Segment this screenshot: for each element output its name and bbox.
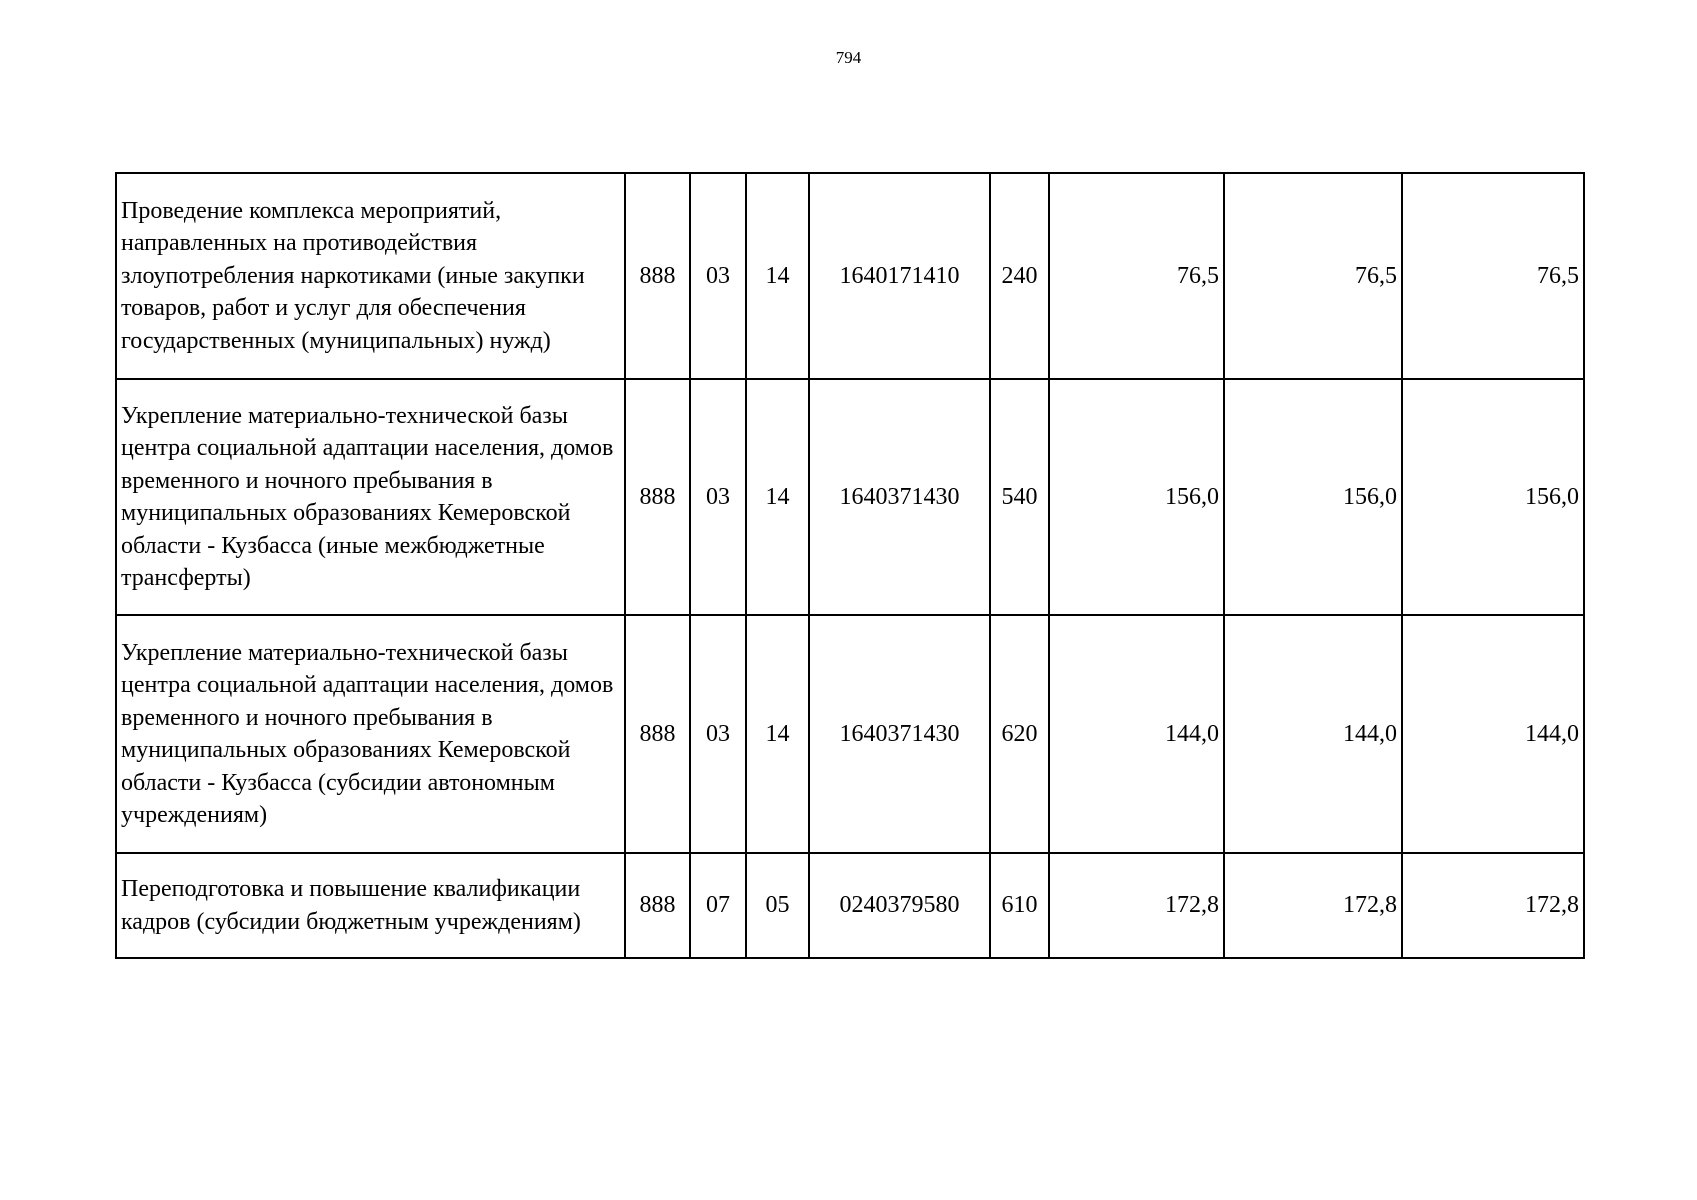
amount-cell-2: 76,5	[1224, 173, 1402, 379]
section-code-cell: 03	[690, 379, 746, 615]
expense-type-cell: 610	[990, 853, 1049, 958]
amount-cell-3: 76,5	[1402, 173, 1584, 379]
amount-cell-1: 144,0	[1049, 615, 1224, 853]
expense-type-cell: 540	[990, 379, 1049, 615]
expense-type-cell: 620	[990, 615, 1049, 853]
amount-cell-1: 172,8	[1049, 853, 1224, 958]
amount-cell-1: 76,5	[1049, 173, 1224, 379]
target-article-cell: 1640171410	[809, 173, 990, 379]
ministry-code-cell: 888	[625, 379, 690, 615]
amount-cell-2: 156,0	[1224, 379, 1402, 615]
subsection-code-cell: 05	[746, 853, 809, 958]
amount-cell-3: 172,8	[1402, 853, 1584, 958]
ministry-code-cell: 888	[625, 173, 690, 379]
amount-cell-2: 144,0	[1224, 615, 1402, 853]
budget-table	[115, 172, 1585, 959]
target-article-cell: 1640371430	[809, 615, 990, 853]
expense-name-cell: Переподготовка и повышение квалификации кадров (субсидии бюджетным учреждениям)	[116, 853, 625, 958]
target-article-cell: 0240379580	[809, 853, 990, 958]
subsection-code-cell: 14	[746, 379, 809, 615]
expense-name-cell: Проведение комплекса мероприятий, направленных на противодействия злоупотребления наркотиками (иные закупки товаров, работ и услуг для обеспечения государственных (муниципальных) нужд)	[116, 173, 625, 379]
section-code-cell: 03	[690, 173, 746, 379]
ministry-code-cell: 888	[625, 853, 690, 958]
subsection-code-cell: 14	[746, 173, 809, 379]
expense-name-cell: Укрепление материально-технической базы центра социальной адаптации населения, домов временного и ночного пребывания в муниципальных образованиях Кемеровской области - Кузбасса (субсидии автономным учреждениям)	[116, 615, 625, 853]
subsection-code-cell: 14	[746, 615, 809, 853]
table-row	[116, 615, 1584, 853]
ministry-code-cell: 888	[625, 615, 690, 853]
expense-type-cell: 240	[990, 173, 1049, 379]
target-article-cell: 1640371430	[809, 379, 990, 615]
expense-name-cell: Укрепление материально-технической базы центра социальной адаптации населения, домов временного и ночного пребывания в муниципальных образованиях Кемеровской области - Кузбасса (иные межбюджетные трансферты)	[116, 379, 625, 615]
table-row	[116, 379, 1584, 615]
amount-cell-2: 172,8	[1224, 853, 1402, 958]
section-code-cell: 07	[690, 853, 746, 958]
table-row	[116, 173, 1584, 379]
page-number: 794	[835, 48, 862, 67]
section-code-cell: 03	[690, 615, 746, 853]
amount-cell-1: 156,0	[1049, 379, 1224, 615]
amount-cell-3: 144,0	[1402, 615, 1584, 853]
amount-cell-3: 156,0	[1402, 379, 1584, 615]
table-row	[116, 853, 1584, 958]
